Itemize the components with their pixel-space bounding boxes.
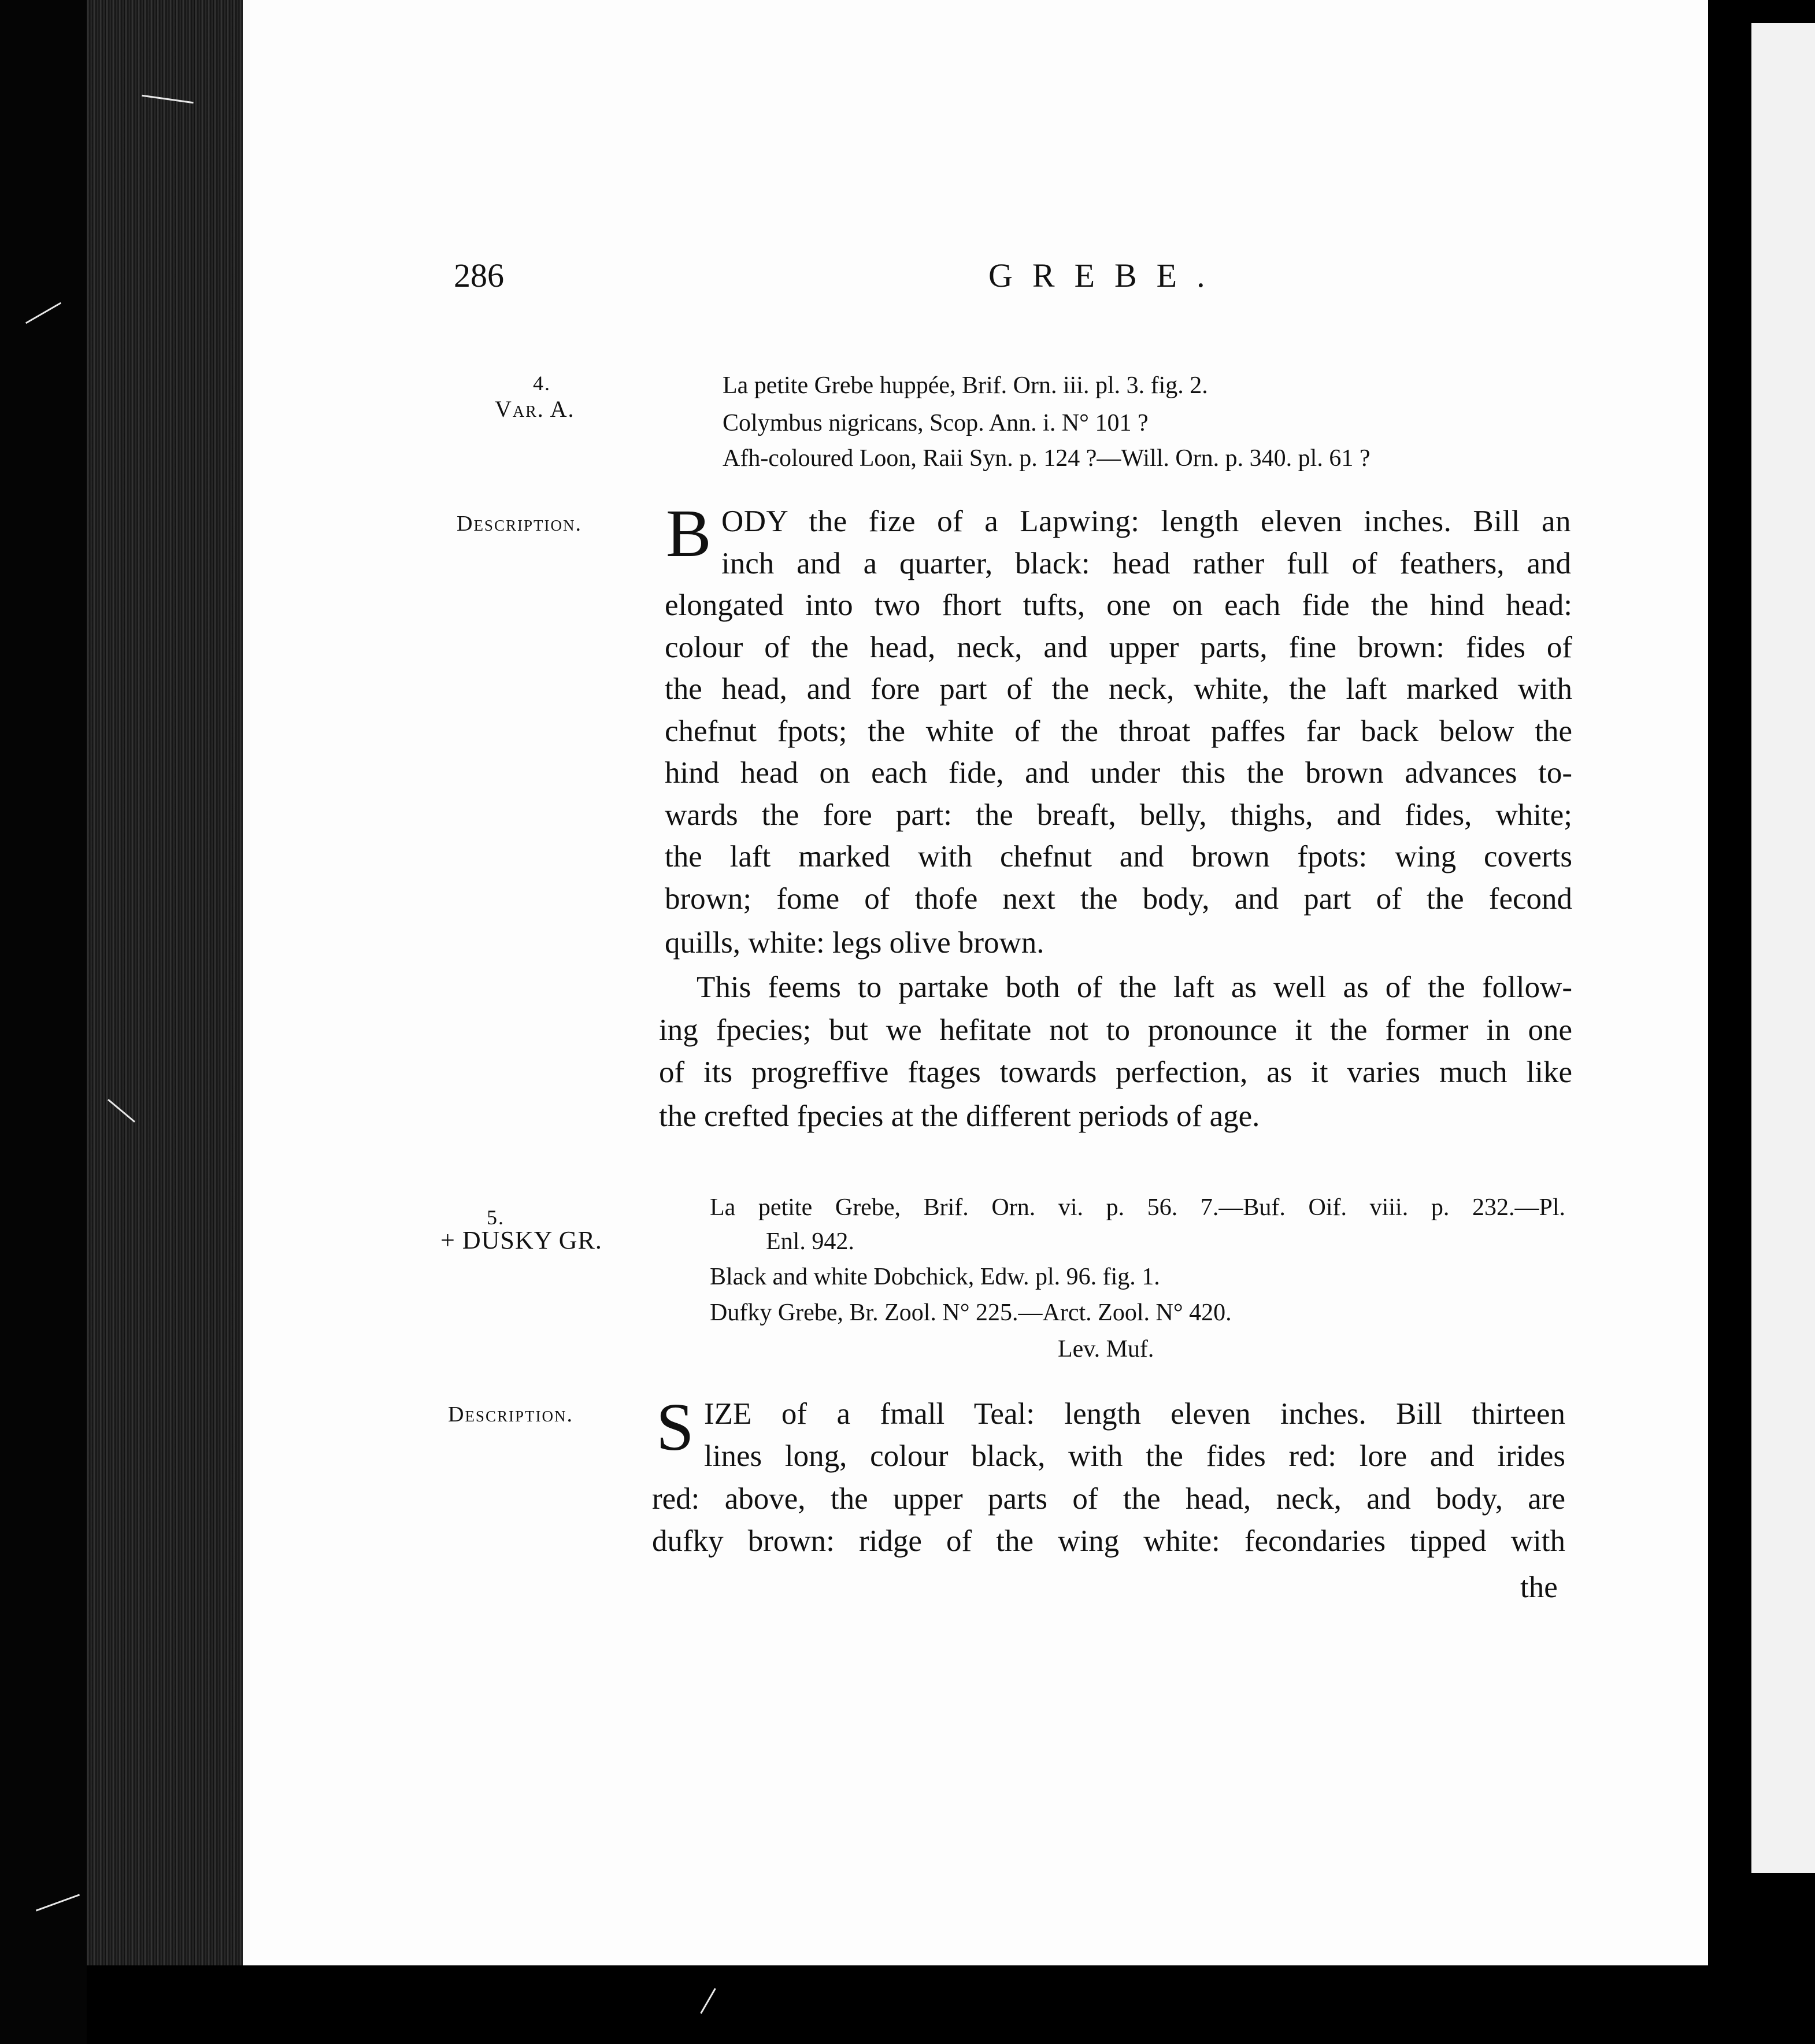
- synonym-line: Enl. 942.: [766, 1228, 854, 1255]
- synonym-line: La petite Grebe huppée, Brif. Orn. iii. pl. 3. fig. 2.: [723, 372, 1208, 399]
- drop-cap: S: [656, 1389, 694, 1465]
- description-paragraph-cont: [665, 584, 1572, 920]
- museum-reference: Lev. Muf.: [1058, 1336, 1154, 1362]
- drop-cap: B: [666, 495, 712, 571]
- description-label: Description.: [457, 512, 582, 536]
- text-line: the laft marked with chefnut and brown fpots: wing coverts: [665, 840, 1572, 873]
- binding-shadow: [0, 0, 98, 2044]
- note-paragraph-cont: [659, 1009, 1572, 1093]
- text-line: chefnut fpots; the white of the throat paffes far back below the: [665, 714, 1572, 748]
- text-line: ODY the fize of a Lapwing: length eleven inches. Bill an: [721, 505, 1571, 538]
- text-line: colour of the head, neck, and upper parts, fine brown: fides of: [665, 630, 1572, 664]
- synonym-line: La petite Grebe, Brif. Orn. vi. p. 56. 7.—Buf. Oif. viii. p. 232.—Pl.: [710, 1194, 1565, 1221]
- text-line: This feems to partake both of the laft as well as of the follow-: [697, 971, 1572, 1004]
- note-paragraph: [697, 967, 1572, 1009]
- gutter-shadow: [1708, 0, 1751, 2044]
- text-line: quills, white: legs olive brown.: [665, 926, 1044, 960]
- synonym-line: Colymbus nigricans, Scop. Ann. i. N° 101 ?: [723, 410, 1149, 436]
- description-paragraph: [704, 1393, 1565, 1477]
- text-line: dufky brown: ridge of the wing white: fecondaries tipped with: [652, 1524, 1565, 1558]
- synonym-line: Afh-coloured Loon, Raii Syn. p. 124 ?—Will. Orn. p. 340. pl. 61 ?: [723, 445, 1370, 472]
- catchword: the: [1520, 1571, 1558, 1604]
- text-line: IZE of a fmall Teal: length eleven inches. Bill thirteen: [704, 1397, 1565, 1431]
- text-line: the head, and fore part of the neck, white, the laft marked with: [665, 672, 1572, 706]
- entry-number: 4.: [533, 372, 551, 395]
- running-title: GREBE.: [988, 257, 1225, 294]
- text-line: wards the fore part: the breaft, belly, thighs, and fides, white;: [665, 798, 1572, 832]
- text-line: lines long, colour black, with the fides red: lore and irides: [704, 1439, 1565, 1473]
- description-label: Description.: [448, 1402, 573, 1427]
- facing-page-edge: [1751, 23, 1815, 1873]
- bottom-shadow: [87, 1965, 1714, 2044]
- page-edges: [87, 0, 251, 2044]
- description-paragraph: [721, 501, 1571, 584]
- synonym-line: Black and white Dobchick, Edw. pl. 96. fig. 1.: [710, 1264, 1160, 1290]
- text-line: brown; fome of thofe next the body, and part of the fecond: [665, 882, 1572, 916]
- species-label: + DUSKY GR.: [440, 1226, 602, 1254]
- description-paragraph-cont: [652, 1478, 1565, 1562]
- text-line: red: above, the upper parts of the head, neck, and body, are: [652, 1482, 1565, 1516]
- text-line: inch and a quarter, black: head rather full of feathers, and: [721, 546, 1571, 580]
- text-line: hind head on each fide, and under this the brown advances to-: [665, 756, 1572, 790]
- text-line: ing fpecies; but we hefitate not to pronounce it the former in one: [659, 1013, 1572, 1047]
- text-line: the crefted fpecies at the different periods of age.: [659, 1099, 1260, 1133]
- text-line: elongated into two fhort tufts, one on each fide the hind head:: [665, 588, 1572, 622]
- synonym-line: Dufky Grebe, Br. Zool. N° 225.—Arct. Zool. N° 420.: [710, 1299, 1232, 1326]
- variety-label: Var. A.: [495, 396, 575, 422]
- text-line: of its progreffive ftages towards perfection, as it varies much like: [659, 1055, 1572, 1089]
- entry-number: 5.: [487, 1206, 505, 1229]
- page-number: 286: [454, 257, 504, 294]
